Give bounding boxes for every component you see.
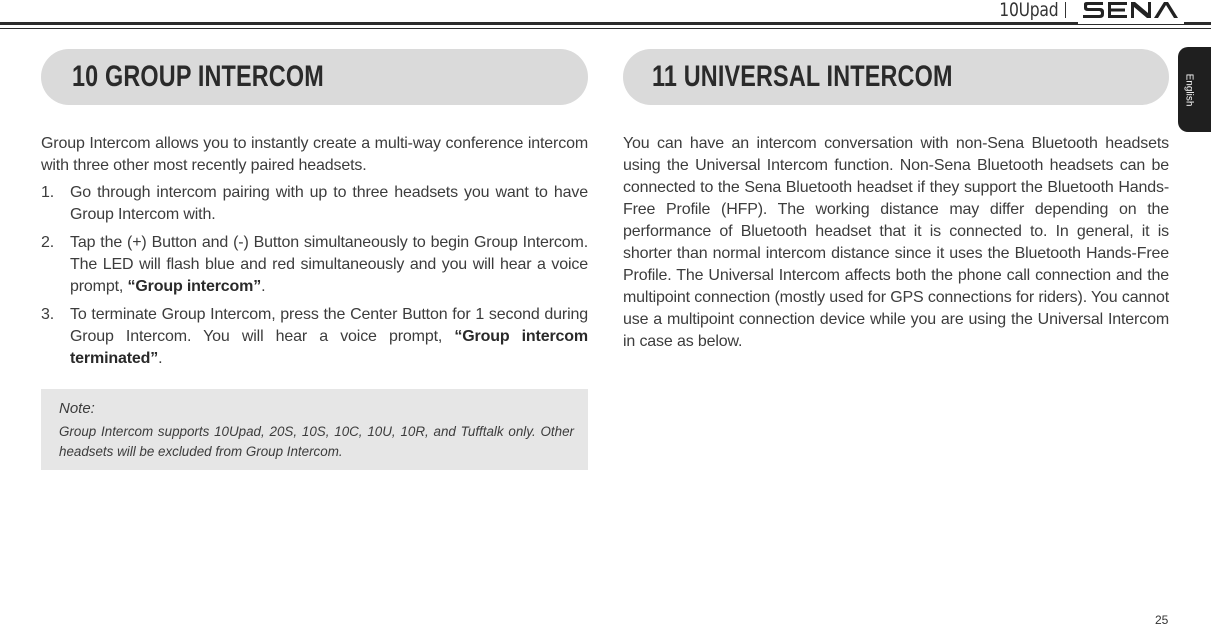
step-item bbox=[41, 304, 588, 370]
section-title-group-intercom: 10 GROUP INTERCOM bbox=[72, 60, 324, 93]
header-rule-thick bbox=[0, 22, 1211, 25]
note-text: Group Intercom supports 10Upad, 20S, 10S, 10C, 10U, 10R, and Tufftalk only. Other headsets will be excluded from Group Intercom. bbox=[59, 424, 574, 459]
note-box bbox=[41, 389, 588, 470]
step-number: 3. bbox=[41, 306, 55, 323]
step-tail: . bbox=[261, 278, 266, 295]
step-item bbox=[41, 232, 588, 298]
sena-logo bbox=[1078, 1, 1184, 24]
language-tab-label: English bbox=[1183, 73, 1195, 106]
universal-intercom-body bbox=[623, 133, 1169, 353]
header-rule-thin bbox=[0, 28, 1211, 29]
sena-logo-icon bbox=[1082, 1, 1180, 19]
group-intercom-intro: Group Intercom allows you to instantly create a multi-way conference intercom with three other most recently paired headsets. bbox=[41, 135, 588, 174]
voice-prompt-group-intercom: “Group intercom” bbox=[127, 278, 262, 295]
page-number: 25 bbox=[1155, 613, 1169, 627]
group-intercom-body bbox=[41, 133, 588, 376]
section-title-bar-group-intercom bbox=[41, 49, 588, 105]
header-separator bbox=[1065, 2, 1066, 18]
step-number: 2. bbox=[41, 234, 55, 251]
step-item bbox=[41, 182, 588, 226]
step-tail: . bbox=[158, 350, 163, 367]
step-text: To terminate Group Intercom, press the Center Button for 1 second during Group Intercom. You will hear a voice prompt, bbox=[70, 306, 588, 345]
section-title-universal-intercom: 11 UNIVERSAL INTERCOM bbox=[652, 60, 953, 93]
voice-prompt-group-intercom-terminated: “Group intercom terminated” bbox=[70, 328, 589, 367]
language-tab[interactable] bbox=[1178, 47, 1211, 132]
note-label: Note: bbox=[59, 400, 95, 417]
header-model-name: 10Upad bbox=[996, 0, 1063, 21]
step-text: Go through intercom pairing with up to three headsets you want to have Group Intercom with. bbox=[70, 184, 588, 223]
step-number: 1. bbox=[41, 184, 55, 201]
step-text: Tap the (+) Button and (-) Button simultaneously to begin Group Intercom. The LED will flash blue and red simultaneously and you will hear a voice prompt, bbox=[70, 234, 588, 295]
universal-intercom-paragraph: You can have an intercom conversation with non-Sena Bluetooth headsets using the Universal Intercom function. Non-Sena Bluetooth headsets can be connected to the Sena Bluetooth headset if they support the Bluetooth Hands-Free Profile (HFP). The working distance may differ depending on the performance of Bluetooth headset that it is connected to. In general, it is shorter than normal intercom distance since it uses the Bluetooth Hands-Free Profile. The Universal Intercom affects both the phone call connection and the multipoint connection (mostly used for GPS connections for riders). You cannot use a multipoint connection device while you are using the Universal Intercom in case as below. bbox=[623, 135, 1169, 350]
group-intercom-steps bbox=[41, 182, 588, 370]
section-title-bar-universal-intercom bbox=[623, 49, 1169, 105]
